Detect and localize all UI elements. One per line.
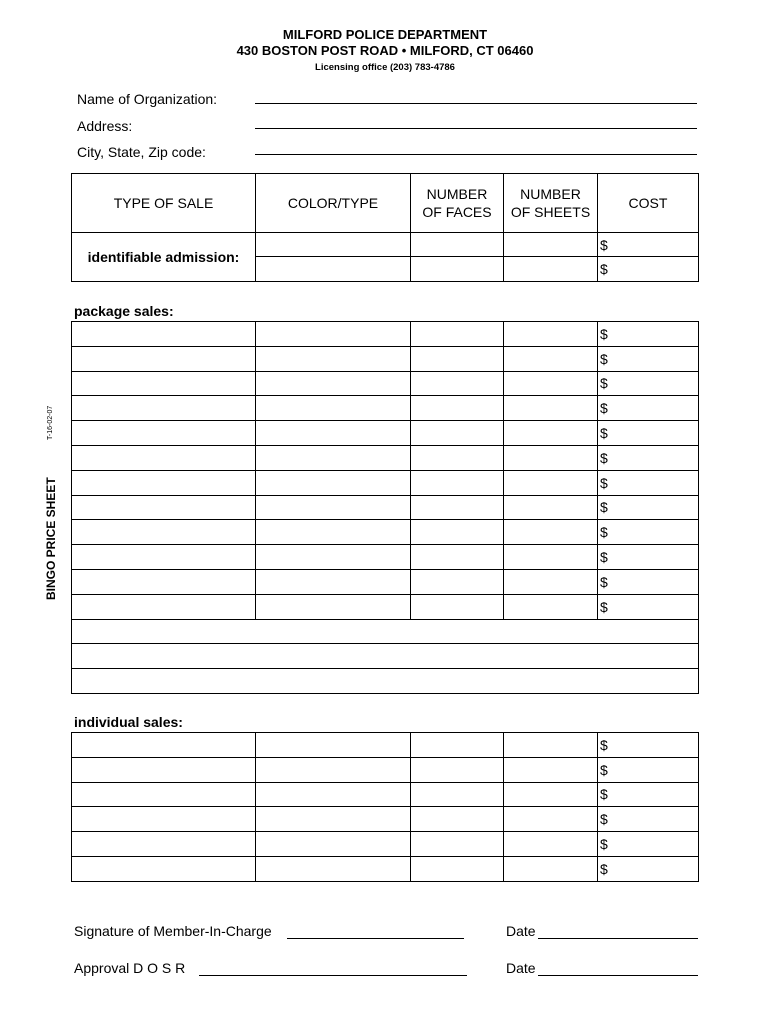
- table-row: [72, 782, 699, 807]
- table-cell[interactable]: [256, 807, 411, 832]
- table-cell[interactable]: [411, 520, 504, 545]
- table-cell[interactable]: [411, 569, 504, 594]
- table-cell[interactable]: [411, 856, 504, 881]
- table-cell[interactable]: [72, 346, 256, 371]
- table-cell[interactable]: [504, 545, 598, 570]
- table-cell[interactable]: [72, 445, 256, 470]
- table-cell[interactable]: [504, 257, 598, 282]
- cost-cell[interactable]: $: [598, 757, 699, 782]
- table-cell[interactable]: [504, 421, 598, 446]
- table-cell[interactable]: [72, 545, 256, 570]
- table-cell[interactable]: [411, 807, 504, 832]
- address-field[interactable]: [255, 128, 697, 129]
- cost-cell[interactable]: $: [598, 545, 699, 570]
- table-row: [72, 545, 699, 570]
- number-of-faces-header: [411, 174, 504, 233]
- table-row: [72, 832, 699, 857]
- table-cell[interactable]: [72, 470, 256, 495]
- table-cell[interactable]: [256, 495, 411, 520]
- table-row: [72, 856, 699, 881]
- table-cell[interactable]: [256, 782, 411, 807]
- table-cell[interactable]: [411, 346, 504, 371]
- table-cell[interactable]: [72, 832, 256, 857]
- individual-sales-table: [71, 732, 699, 882]
- table-cell[interactable]: [504, 594, 598, 619]
- table-cell[interactable]: [256, 856, 411, 881]
- cost-cell[interactable]: $: [598, 832, 699, 857]
- approval-date-label: Date: [506, 960, 536, 976]
- table-row: [72, 733, 699, 758]
- table-cell[interactable]: [504, 322, 598, 347]
- member-date-field[interactable]: [538, 938, 698, 939]
- type-of-sale-header: TYPE OF SALE: [72, 174, 256, 233]
- member-signature-label: Signature of Member-In-Charge: [74, 923, 272, 939]
- identifiable-admission-label: identifiable admission:: [72, 233, 256, 282]
- table-cell[interactable]: [256, 371, 411, 396]
- table-cell[interactable]: [256, 421, 411, 446]
- table-cell[interactable]: [411, 495, 504, 520]
- table-row: [72, 445, 699, 470]
- cost-cell[interactable]: $: [598, 233, 699, 257]
- table-cell[interactable]: [504, 396, 598, 421]
- member-signature-field[interactable]: [287, 938, 464, 939]
- faces-header-line1: NUMBER: [426, 186, 488, 202]
- cost-cell[interactable]: $: [598, 371, 699, 396]
- table-cell[interactable]: [256, 322, 411, 347]
- cost-cell[interactable]: $: [598, 520, 699, 545]
- table-cell[interactable]: [72, 733, 256, 758]
- table-cell[interactable]: [72, 322, 256, 347]
- table-row: [72, 644, 699, 669]
- table-cell[interactable]: [72, 569, 256, 594]
- table-row: [72, 669, 699, 694]
- cost-cell[interactable]: $: [598, 495, 699, 520]
- licensing-office-phone: Licensing office (203) 783-4786: [315, 62, 455, 73]
- organization-name-field[interactable]: [255, 103, 697, 104]
- table-row: [72, 346, 699, 371]
- table-cell[interactable]: [411, 445, 504, 470]
- cost-cell[interactable]: $: [598, 322, 699, 347]
- individual-sales-label: individual sales:: [74, 714, 183, 730]
- table-cell[interactable]: [504, 807, 598, 832]
- number-of-sheets-header: [504, 174, 598, 233]
- table-cell[interactable]: [504, 733, 598, 758]
- bingo-price-sheet-side-label: BINGO PRICE SHEET: [44, 477, 58, 600]
- table-cell[interactable]: [256, 832, 411, 857]
- table-cell[interactable]: [504, 832, 598, 857]
- cost-cell[interactable]: $: [598, 445, 699, 470]
- table-cell[interactable]: [504, 495, 598, 520]
- package-sales-table: [71, 321, 699, 694]
- cost-cell[interactable]: $: [598, 594, 699, 619]
- table-cell[interactable]: [411, 782, 504, 807]
- table-cell[interactable]: [256, 257, 411, 282]
- table-cell[interactable]: [411, 421, 504, 446]
- table-cell[interactable]: [72, 520, 256, 545]
- table-cell[interactable]: [504, 569, 598, 594]
- sheets-header-line1: NUMBER: [520, 186, 581, 202]
- cost-cell[interactable]: $: [598, 782, 699, 807]
- table-cell[interactable]: [256, 545, 411, 570]
- table-row: [72, 807, 699, 832]
- table-row: [72, 520, 699, 545]
- merged-blank-cell[interactable]: [72, 644, 699, 669]
- table-cell[interactable]: [504, 782, 598, 807]
- cost-cell[interactable]: $: [598, 421, 699, 446]
- cost-cell[interactable]: $: [598, 396, 699, 421]
- table-cell[interactable]: [256, 470, 411, 495]
- table-cell[interactable]: [504, 233, 598, 257]
- table-cell[interactable]: [72, 371, 256, 396]
- table-cell[interactable]: [256, 233, 411, 257]
- table-cell[interactable]: [72, 594, 256, 619]
- faces-header-line2: OF FACES: [422, 204, 492, 220]
- table-cell[interactable]: [256, 396, 411, 421]
- address-label: Address:: [77, 118, 133, 134]
- approval-date-field[interactable]: [538, 975, 698, 976]
- header-table: [71, 173, 699, 282]
- cost-header: COST: [598, 174, 699, 233]
- table-cell[interactable]: [72, 757, 256, 782]
- table-cell[interactable]: [72, 396, 256, 421]
- table-row: [72, 396, 699, 421]
- cost-cell[interactable]: $: [598, 807, 699, 832]
- color-type-header: COLOR/TYPE: [256, 174, 411, 233]
- table-cell[interactable]: [411, 757, 504, 782]
- table-cell[interactable]: [411, 257, 504, 282]
- table-cell[interactable]: [504, 470, 598, 495]
- table-row: [72, 757, 699, 782]
- table-cell[interactable]: [411, 832, 504, 857]
- table-cell[interactable]: [504, 445, 598, 470]
- table-row: [72, 594, 699, 619]
- table-cell[interactable]: [256, 569, 411, 594]
- table-cell[interactable]: [411, 396, 504, 421]
- table-cell[interactable]: [411, 371, 504, 396]
- cost-cell[interactable]: $: [598, 733, 699, 758]
- table-cell[interactable]: [256, 757, 411, 782]
- sheets-header-line2: OF SHEETS: [510, 204, 591, 220]
- package-sales-label: package sales:: [74, 303, 174, 319]
- approval-signature-field[interactable]: [199, 975, 467, 976]
- merged-blank-cell[interactable]: [72, 669, 699, 694]
- table-cell[interactable]: [411, 322, 504, 347]
- table-cell[interactable]: [256, 594, 411, 619]
- table-row: [72, 470, 699, 495]
- table-cell[interactable]: [411, 470, 504, 495]
- table-cell[interactable]: [72, 856, 256, 881]
- table-row: [72, 619, 699, 644]
- table-cell[interactable]: [72, 807, 256, 832]
- city-state-zip-label: City, State, Zip code:: [77, 144, 206, 160]
- table-cell[interactable]: [504, 346, 598, 371]
- table-cell[interactable]: [504, 371, 598, 396]
- table-row: [72, 371, 699, 396]
- cost-cell[interactable]: $: [598, 856, 699, 881]
- approval-label: Approval D O S R: [74, 960, 186, 976]
- table-cell[interactable]: [504, 520, 598, 545]
- table-cell[interactable]: [256, 733, 411, 758]
- city-state-zip-field[interactable]: [255, 154, 697, 155]
- table-row: [72, 495, 699, 520]
- table-cell[interactable]: [72, 421, 256, 446]
- table-cell[interactable]: [411, 545, 504, 570]
- table-cell[interactable]: [504, 757, 598, 782]
- form-code-side-label: T-16-02-07: [47, 405, 54, 440]
- organization-name-label: Name of Organization:: [77, 91, 218, 107]
- merged-blank-cell[interactable]: [72, 619, 699, 644]
- cost-cell[interactable]: $: [598, 257, 699, 282]
- table-row: [72, 569, 699, 594]
- table-cell[interactable]: [256, 346, 411, 371]
- table-cell[interactable]: [411, 733, 504, 758]
- table-row: [72, 322, 699, 347]
- member-date-label: Date: [506, 923, 536, 939]
- cost-cell[interactable]: $: [598, 470, 699, 495]
- table-cell[interactable]: [504, 856, 598, 881]
- cost-cell[interactable]: $: [598, 346, 699, 371]
- cost-cell[interactable]: $: [598, 569, 699, 594]
- table-cell[interactable]: [72, 495, 256, 520]
- table-cell[interactable]: [411, 594, 504, 619]
- table-row: [72, 421, 699, 446]
- table-cell[interactable]: [256, 445, 411, 470]
- table-cell[interactable]: [411, 233, 504, 257]
- table-cell[interactable]: [256, 520, 411, 545]
- department-address: 430 BOSTON POST ROAD • MILFORD, CT 06460: [236, 43, 534, 58]
- department-title: MILFORD POLICE DEPARTMENT: [282, 27, 488, 42]
- table-cell[interactable]: [72, 782, 256, 807]
